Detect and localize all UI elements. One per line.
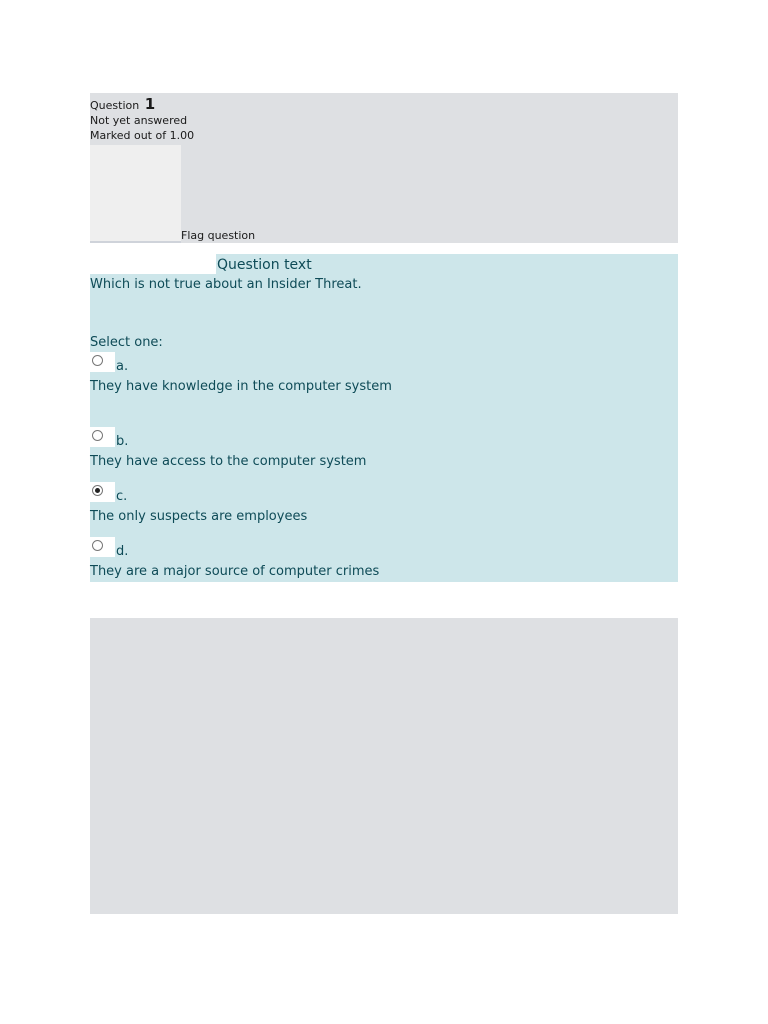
question-text-heading: Question text xyxy=(217,257,312,273)
question-number: 1 xyxy=(144,95,156,113)
question-info-panel xyxy=(90,93,678,243)
question-prefix: Question xyxy=(90,99,140,112)
select-one-prompt: Select one: xyxy=(90,335,163,350)
question-text: Which is not true about an Insider Threat. xyxy=(90,277,362,292)
option-text: They have knowledge in the computer system xyxy=(90,379,392,394)
radio-wrap xyxy=(90,427,115,447)
next-question-panel xyxy=(90,618,678,914)
radio-wrap xyxy=(90,352,115,372)
content-header-gap xyxy=(90,254,216,274)
radio-button[interactable] xyxy=(92,540,103,551)
radio-button[interactable] xyxy=(92,430,103,441)
answer-status: Not yet answered xyxy=(90,114,188,127)
option-letter: c. xyxy=(116,489,128,504)
option-letter: d. xyxy=(116,544,129,559)
option-text: They have access to the computer system xyxy=(90,454,367,469)
info-divider xyxy=(90,241,181,243)
option-text: The only suspects are employees xyxy=(90,509,308,524)
radio-button[interactable] xyxy=(92,355,103,366)
flag-icon[interactable] xyxy=(90,145,181,241)
radio-wrap xyxy=(90,537,115,557)
flag-question-link[interactable]: Flag question xyxy=(181,229,256,242)
option-letter: b. xyxy=(116,434,129,449)
option-text: They are a major source of computer crimes xyxy=(90,564,380,579)
question-marks: Marked out of 1.00 xyxy=(90,129,195,142)
question-number-line xyxy=(90,97,194,113)
radio-button[interactable] xyxy=(92,485,103,496)
option-letter: a. xyxy=(116,359,129,374)
question-content-panel xyxy=(90,254,678,582)
radio-wrap xyxy=(90,482,115,502)
